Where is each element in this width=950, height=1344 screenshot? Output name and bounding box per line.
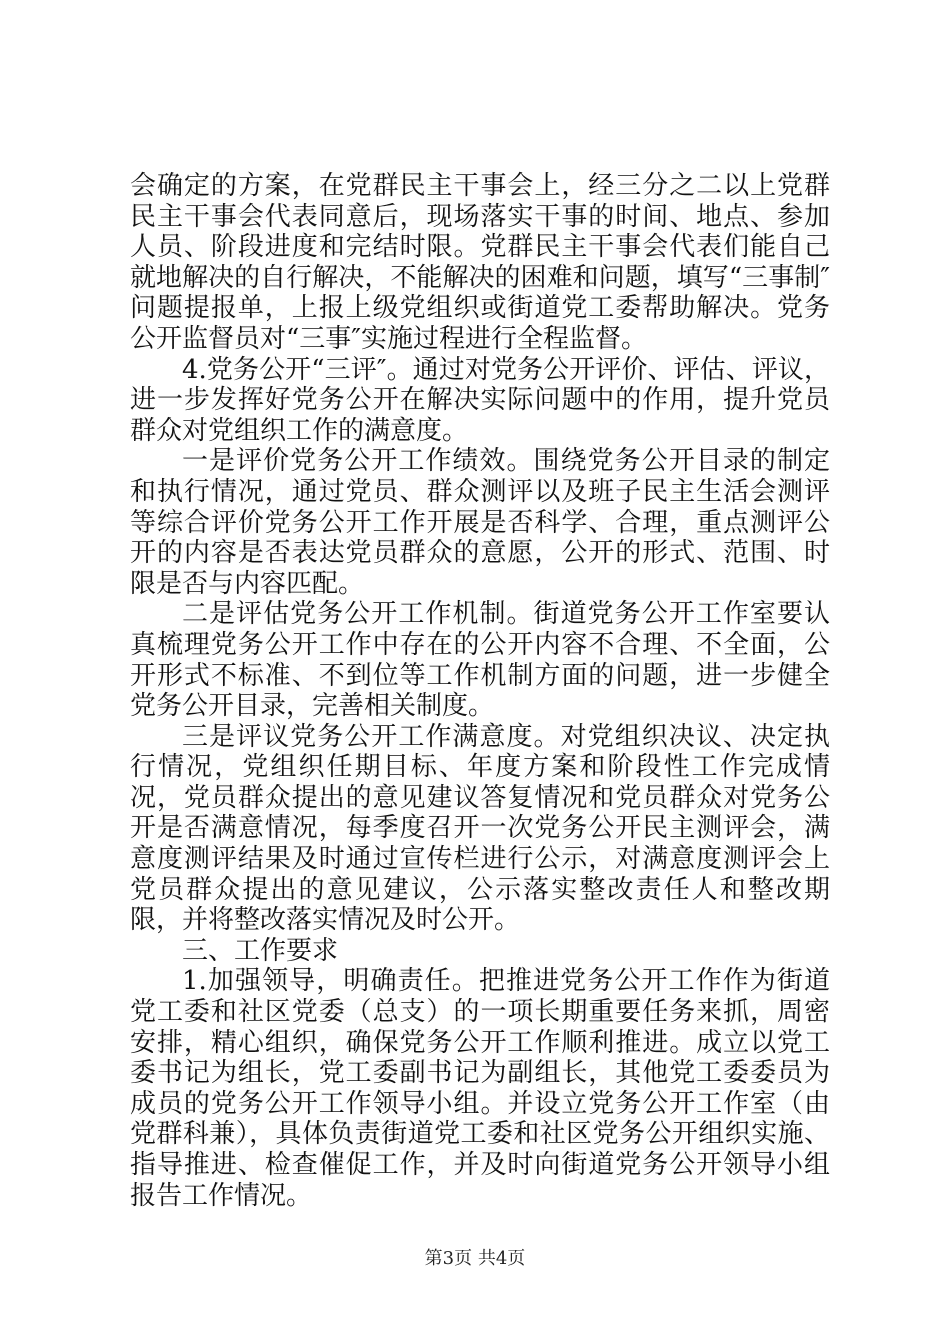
page-number-footer: 第3页 共4页 [424,1248,526,1269]
paragraph-evaluate-performance: 一是评价党务公开工作绩效。围绕党务公开目录的制定和执行情况，通过党员、群众测评以及班子民主生活会测评等综合评价党务公开工作开展是否科学、合理，重点测评公开的内容是否表达党员群众的意愿，公开的形式、范围、时限是否与内容匹配。 [130,446,830,599]
paragraph-leadership-responsibility: 1.加强领导，明确责任。把推进党务公开工作作为街道党工委和社区党委（总支）的一项长期重要任务来抓，周密安排，精心组织，确保党务公开工作顺利推进。成立以党工委书记为组长，党工委副书记为副组长，其他党工委委员为成员的党务公开工作领导小组。并设立党务公开工作室（由党群科兼），具体负责街道党工委和社区党务公开组织实施、指导推进、检查催促工作，并及时向街道党务公开领导小组报告工作情况。 [130,966,830,1211]
section-heading-work-requirements: 三、工作要求 [182,935,339,966]
paragraph-assess-mechanism: 二是评估党务公开工作机制。街道党务公开工作室要认真梳理党务公开工作中存在的公开内容不合理、不全面，公开形式不标准、不到位等工作机制方面的问题，进一步健全党务公开目录，完善相关制度。 [130,599,830,722]
paragraph-item-4: 4.党务公开“三评″。通过对党务公开评价、评估、评议，进一步发挥好党务公开在解决实际问题中的作用，提升党员群众对党组织工作的满意度。 [130,354,830,446]
paragraph-review-satisfaction: 三是评议党务公开工作满意度。对党组织决议、决定执行情况，党组织任期目标、年度方案和阶段性工作完成情况，党员群众提出的意见建议答复情况和党员群众对党务公开是否满意情况，每季度召开一次党务公开民主测评会，满意度测评结果及时通过宣传栏进行公示，对满意度测评会上党员群众提出的意见建议，公示落实整改责任人和整改期限，并将整改落实情况及时公开。 [130,721,830,936]
document-body [130,171,830,1211]
paragraph-continuation: 会确定的方案，在党群民主干事会上，经三分之二以上党群民主干事会代表同意后，现场落实干事的时间、地点、参加人员、阶段进度和完结时限。党群民主干事会代表们能自己就地解决的自行解决，不能解决的困难和问题，填写“三事制″问题提报单，上报上级党组织或街道党工委帮助解决。党务公开监督员对“三事″实施过程进行全程监督。 [130,171,830,354]
